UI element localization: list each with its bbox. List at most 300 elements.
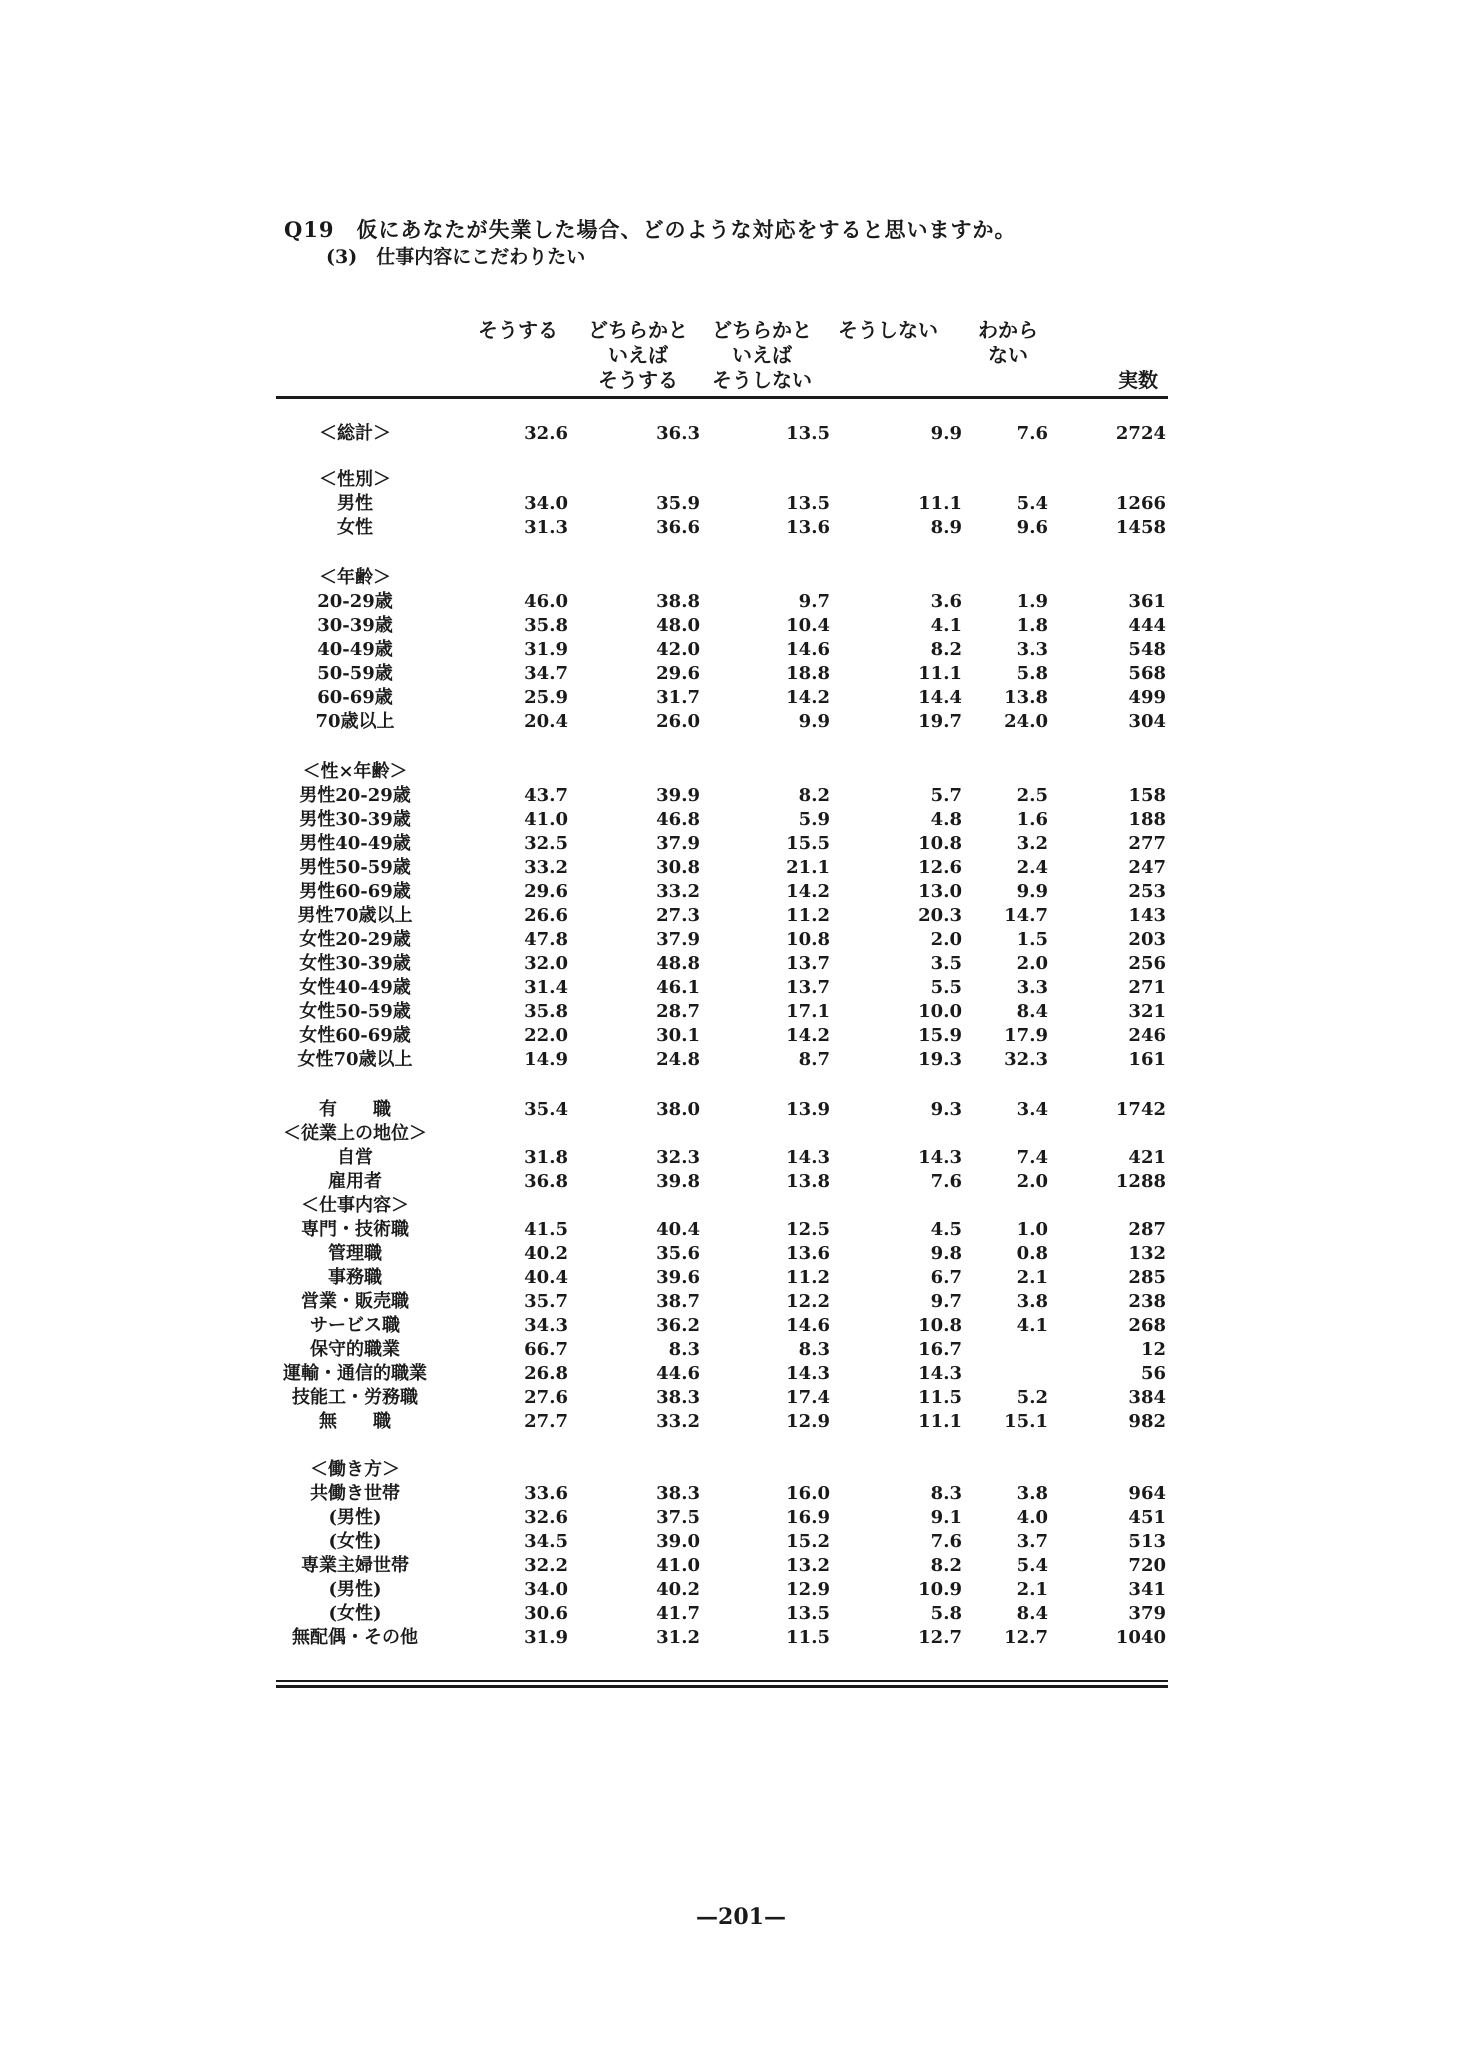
table-cell: 1.5 (1016, 929, 1048, 950)
row-label: ＜仕事内容＞ (301, 1195, 409, 1216)
table-cell: 247 (1128, 857, 1166, 878)
table-cell: 379 (1128, 1603, 1166, 1624)
table-cell: 1266 (1115, 493, 1166, 514)
table-cell: 256 (1128, 953, 1166, 974)
table-cell: 13.2 (786, 1555, 830, 1576)
table-cell: 277 (1128, 833, 1166, 854)
header-sousuru-label: そうする (478, 318, 558, 342)
table-cell: 964 (1128, 1483, 1166, 1504)
table-cell: 361 (1128, 591, 1166, 612)
row-label: 20-29歳 (317, 591, 393, 612)
table-cell: 39.6 (656, 1267, 700, 1288)
table-cell: 1.8 (1016, 615, 1048, 636)
table-cell: 32.6 (524, 1507, 568, 1528)
table-cell: 10.9 (918, 1579, 962, 1600)
table-cell: 29.6 (656, 663, 700, 684)
table-cell: 32.2 (524, 1555, 568, 1576)
table-cell: 15.1 (1004, 1411, 1048, 1432)
table-cell: 10.4 (786, 615, 830, 636)
table-row (0, 1602, 1482, 1626)
table-row (0, 1242, 1482, 1266)
table-cell: 9.1 (930, 1507, 962, 1528)
table-row (0, 1024, 1482, 1048)
table-cell: 24.0 (1004, 711, 1048, 732)
table-cell: 40.4 (656, 1219, 700, 1240)
table-row (0, 1530, 1482, 1554)
table-cell: 26.0 (656, 711, 700, 732)
table-cell: 7.4 (1016, 1147, 1048, 1168)
table-cell: 3.7 (1016, 1531, 1048, 1552)
row-label: ＜性別＞ (319, 469, 391, 490)
table-cell: 9.6 (1016, 517, 1048, 538)
table-cell: 41.0 (656, 1555, 700, 1576)
table-cell: 12.7 (1004, 1627, 1048, 1648)
table-cell: 5.8 (1016, 663, 1048, 684)
table-cell: 15.9 (918, 1025, 962, 1046)
table-cell: 14.6 (786, 639, 830, 660)
table-cell: 321 (1128, 1001, 1166, 1022)
table-cell: 2724 (1115, 423, 1166, 444)
table-cell: 513 (1128, 1531, 1166, 1552)
table-cell: 19.7 (918, 711, 962, 732)
table-row (0, 1290, 1482, 1314)
table-cell: 268 (1128, 1315, 1166, 1336)
table-cell: 444 (1128, 615, 1166, 636)
table-cell: 11.1 (918, 663, 962, 684)
table-cell: 39.8 (656, 1171, 700, 1192)
table-cell: 13.9 (786, 1099, 830, 1120)
row-label: (男性) (328, 1579, 382, 1600)
table-cell: 3.2 (1016, 833, 1048, 854)
table-cell: 2.0 (1016, 1171, 1048, 1192)
table-row (0, 1386, 1482, 1410)
table-cell: 3.5 (930, 953, 962, 974)
table-row (0, 686, 1482, 710)
table-row (0, 880, 1482, 904)
table-cell: 35.8 (524, 615, 568, 636)
table-cell: 14.2 (786, 1025, 830, 1046)
table-cell: 3.4 (1016, 1099, 1048, 1120)
table-cell: 33.6 (524, 1483, 568, 1504)
table-cell: 12 (1140, 1339, 1166, 1360)
table-cell: 15.5 (786, 833, 830, 854)
header-wakaranai-label: わから ない (978, 318, 1038, 367)
table-cell: 12.2 (786, 1291, 830, 1312)
page-number: —201— (696, 1904, 786, 1930)
table-cell: 38.8 (656, 591, 700, 612)
table-cell: 1.0 (1016, 1219, 1048, 1240)
table-cell: 33.2 (656, 1411, 700, 1432)
table-cell: 6.7 (930, 1267, 962, 1288)
table-cell: 1288 (1115, 1171, 1166, 1192)
table-cell: 3.3 (1016, 977, 1048, 998)
row-label: (女性) (328, 1531, 382, 1552)
header-soushinai-label: そうしない (838, 318, 938, 342)
table-row (0, 1458, 1482, 1482)
table-cell: 16.9 (786, 1507, 830, 1528)
table-cell: 5.4 (1016, 1555, 1048, 1576)
table-cell: 31.9 (524, 1627, 568, 1648)
table-cell: 34.3 (524, 1315, 568, 1336)
table-row (0, 516, 1482, 540)
table-cell: 12.7 (918, 1627, 962, 1648)
table-cell: 2.0 (930, 929, 962, 950)
table-cell: 2.0 (1016, 953, 1048, 974)
table-cell: 285 (1128, 1267, 1166, 1288)
question-title: Q19 仮にあなたが失業した場合、どのような対応をすると思いますか。 (284, 217, 1017, 242)
table-cell: 11.2 (786, 905, 830, 926)
table-cell: 13.5 (786, 1603, 830, 1624)
row-label: 70歳以上 (315, 711, 395, 732)
table-cell: 47.8 (524, 929, 568, 950)
table-cell: 8.3 (930, 1483, 962, 1504)
table-row (0, 492, 1482, 516)
table-cell: 11.1 (918, 1411, 962, 1432)
table-row (0, 638, 1482, 662)
table-cell: 19.3 (918, 1049, 962, 1070)
table-cell: 11.1 (918, 493, 962, 514)
table-cell: 14.2 (786, 881, 830, 902)
table-cell: 35.9 (656, 493, 700, 514)
table-cell: 7.6 (1016, 423, 1048, 444)
table-cell: 34.5 (524, 1531, 568, 1552)
table-cell: 14.3 (786, 1147, 830, 1168)
table-cell: 14.9 (524, 1049, 568, 1070)
table-cell: 18.8 (786, 663, 830, 684)
table-cell: 40.2 (524, 1243, 568, 1264)
table-cell: 21.1 (786, 857, 830, 878)
table-row (0, 928, 1482, 952)
row-label: 女性60-69歳 (299, 1025, 411, 1046)
table-cell: 1.6 (1016, 809, 1048, 830)
table-row (0, 952, 1482, 976)
table-cell: 31.4 (524, 977, 568, 998)
table-cell: 3.8 (1016, 1483, 1048, 1504)
table-row (0, 468, 1482, 492)
row-label: 専業主婦世帯 (301, 1555, 409, 1576)
table-cell: 32.0 (524, 953, 568, 974)
row-label: ＜年齢＞ (319, 567, 391, 588)
row-label: 専門・技術職 (301, 1219, 409, 1240)
row-label: 女性20-29歳 (299, 929, 411, 950)
table-cell: 17.9 (1004, 1025, 1048, 1046)
table-cell: 32.3 (1004, 1049, 1048, 1070)
table-cell: 8.2 (930, 639, 962, 660)
table-cell: 37.9 (656, 833, 700, 854)
row-label: 管理職 (328, 1243, 382, 1264)
table-row (0, 1122, 1482, 1146)
table-cell: 9.9 (930, 423, 962, 444)
table-cell: 14.3 (786, 1363, 830, 1384)
table-cell: 8.2 (930, 1555, 962, 1576)
table-cell: 568 (1128, 663, 1166, 684)
row-label: 女性30-39歳 (299, 953, 411, 974)
table-cell: 9.7 (930, 1291, 962, 1312)
table-row (0, 1314, 1482, 1338)
table-cell: 33.2 (524, 857, 568, 878)
table-row (0, 1482, 1482, 1506)
table-cell: 3.3 (1016, 639, 1048, 660)
table-cell: 9.3 (930, 1099, 962, 1120)
table-row (0, 1048, 1482, 1072)
table-cell: 7.6 (930, 1171, 962, 1192)
table-cell: 24.8 (656, 1049, 700, 1070)
table-cell: 720 (1128, 1555, 1166, 1576)
table-cell: 341 (1128, 1579, 1166, 1600)
table-cell: 42.0 (656, 639, 700, 660)
row-label: 女性50-59歳 (299, 1001, 411, 1022)
row-label: 事務職 (328, 1267, 382, 1288)
table-cell: 9.9 (798, 711, 830, 732)
table-row (0, 590, 1482, 614)
table-cell: 26.6 (524, 905, 568, 926)
table-cell: 2.4 (1016, 857, 1048, 878)
table-cell: 26.8 (524, 1363, 568, 1384)
row-label: 男性60-69歳 (299, 881, 411, 902)
table-cell: 421 (1128, 1147, 1166, 1168)
table-cell: 14.4 (918, 687, 962, 708)
table-cell: 2.5 (1016, 785, 1048, 806)
table-cell: 34.7 (524, 663, 568, 684)
table-row (0, 1410, 1482, 1434)
table-cell: 14.7 (1004, 905, 1048, 926)
row-label: 無配偶・その他 (292, 1627, 418, 1648)
table-cell: 12.9 (786, 1411, 830, 1432)
table-cell: 13.6 (786, 517, 830, 538)
table-cell: 10.8 (786, 929, 830, 950)
row-label: 男性40-49歳 (299, 833, 411, 854)
table-cell: 30.8 (656, 857, 700, 878)
table-cell: 14.3 (918, 1363, 962, 1384)
table-row (0, 856, 1482, 880)
table-cell: 10.8 (918, 833, 962, 854)
table-cell: 34.0 (524, 1579, 568, 1600)
row-label: 共働き世帯 (310, 1483, 400, 1504)
table-row (0, 832, 1482, 856)
table-cell: 66.7 (524, 1339, 568, 1360)
table-cell: 37.5 (656, 1507, 700, 1528)
table-row (0, 784, 1482, 808)
table-cell: 32.3 (656, 1147, 700, 1168)
table-cell: 8.3 (798, 1339, 830, 1360)
table-cell: 41.0 (524, 809, 568, 830)
table-cell: 20.4 (524, 711, 568, 732)
table-cell: 46.1 (656, 977, 700, 998)
table-cell: 451 (1128, 1507, 1166, 1528)
row-label: ＜総計＞ (319, 423, 391, 444)
table-row (0, 1266, 1482, 1290)
table-cell: 3.6 (930, 591, 962, 612)
table-row (0, 1000, 1482, 1024)
table-row (0, 1578, 1482, 1602)
table-cell: 36.6 (656, 517, 700, 538)
table-cell: 32.6 (524, 423, 568, 444)
row-label: 40-49歳 (317, 639, 393, 660)
table-cell: 41.7 (656, 1603, 700, 1624)
table-cell: 11.2 (786, 1267, 830, 1288)
table-cell: 188 (1128, 809, 1166, 830)
table-cell: 31.2 (656, 1627, 700, 1648)
table-cell: 1040 (1115, 1627, 1166, 1648)
row-label: 運輸・通信的職業 (283, 1363, 427, 1384)
table-row (0, 566, 1482, 590)
row-label: 60-69歳 (317, 687, 393, 708)
row-label: (男性) (328, 1507, 382, 1528)
table-cell: 27.3 (656, 905, 700, 926)
table-cell: 384 (1128, 1387, 1166, 1408)
table-row (0, 614, 1482, 638)
table-cell: 11.5 (918, 1387, 962, 1408)
table-cell: 7.6 (930, 1531, 962, 1552)
table-row (0, 1338, 1482, 1362)
table-cell: 14.3 (918, 1147, 962, 1168)
table-cell: 38.3 (656, 1387, 700, 1408)
table-cell: 17.4 (786, 1387, 830, 1408)
table-row (0, 760, 1482, 784)
table-cell: 20.3 (918, 905, 962, 926)
table-row (0, 1098, 1482, 1122)
table-cell: 9.7 (798, 591, 830, 612)
row-label: 女性40-49歳 (299, 977, 411, 998)
table-row (0, 422, 1482, 446)
table-cell: 11.5 (786, 1627, 830, 1648)
table-cell: 5.8 (930, 1603, 962, 1624)
table-cell: 4.0 (1016, 1507, 1048, 1528)
table-cell: 27.6 (524, 1387, 568, 1408)
row-label: 無 職 (319, 1411, 391, 1432)
table-cell: 36.8 (524, 1171, 568, 1192)
table-cell: 39.0 (656, 1531, 700, 1552)
table-row (0, 808, 1482, 832)
table-cell: 38.0 (656, 1099, 700, 1120)
table-cell: 10.8 (918, 1315, 962, 1336)
table-cell: 246 (1128, 1025, 1166, 1046)
table-cell: 31.7 (656, 687, 700, 708)
row-label: 女性 (337, 517, 373, 538)
row-label: 保守的職業 (310, 1339, 400, 1360)
table-cell: 238 (1128, 1291, 1166, 1312)
table-cell: 548 (1128, 639, 1166, 660)
table-cell: 2.1 (1016, 1267, 1048, 1288)
row-label: ＜働き方＞ (310, 1459, 400, 1480)
table-cell: 10.0 (918, 1001, 962, 1022)
table-cell: 38.3 (656, 1483, 700, 1504)
table-cell: 14.6 (786, 1315, 830, 1336)
table-cell: 31.8 (524, 1147, 568, 1168)
header-dochiraka-sousuru-label: どちらかと いえば そうする (588, 318, 688, 392)
table-cell: 30.1 (656, 1025, 700, 1046)
table-cell: 8.9 (930, 517, 962, 538)
table-cell: 982 (1128, 1411, 1166, 1432)
table-cell: 1742 (1115, 1099, 1166, 1120)
table-row (0, 1554, 1482, 1578)
table-cell: 9.8 (930, 1243, 962, 1264)
table-cell: 2.1 (1016, 1579, 1048, 1600)
table-cell: 16.0 (786, 1483, 830, 1504)
table-cell: 35.6 (656, 1243, 700, 1264)
table-cell: 13.5 (786, 423, 830, 444)
table-cell: 143 (1128, 905, 1166, 926)
table-cell: 1.9 (1016, 591, 1048, 612)
row-label: 雇用者 (328, 1171, 382, 1192)
table-row (0, 1218, 1482, 1242)
row-label: 男性50-59歳 (299, 857, 411, 878)
table-cell: 271 (1128, 977, 1166, 998)
table-cell: 4.1 (930, 615, 962, 636)
table-cell: 0.8 (1016, 1243, 1048, 1264)
question-subtitle: (3) 仕事内容にこだわりたい (326, 246, 586, 268)
table-cell: 253 (1128, 881, 1166, 902)
table-cell: 3.8 (1016, 1291, 1048, 1312)
row-label: 男性 (337, 493, 373, 514)
table-cell: 31.3 (524, 517, 568, 538)
table-cell: 13.7 (786, 953, 830, 974)
table-row (0, 1506, 1482, 1530)
table-cell: 12.6 (918, 857, 962, 878)
row-label: 技能工・労務職 (292, 1387, 418, 1408)
header-dochiraka-soushinai-label: どちらかと いえば そうしない (712, 318, 812, 392)
table-row (0, 1194, 1482, 1218)
table-cell: 34.0 (524, 493, 568, 514)
table-cell: 5.4 (1016, 493, 1048, 514)
table-cell: 13.8 (786, 1171, 830, 1192)
table-cell: 48.0 (656, 615, 700, 636)
table-cell: 36.3 (656, 423, 700, 444)
table-row (0, 1362, 1482, 1386)
table-cell: 13.7 (786, 977, 830, 998)
table-cell: 28.7 (656, 1001, 700, 1022)
table-cell: 4.1 (1016, 1315, 1048, 1336)
table-cell: 37.9 (656, 929, 700, 950)
table-bottom-rule-double (276, 1685, 1168, 1688)
row-label: 男性30-39歳 (299, 809, 411, 830)
row-label: 50-59歳 (317, 663, 393, 684)
table-cell: 25.9 (524, 687, 568, 708)
table-cell: 13.5 (786, 493, 830, 514)
table-bottom-rule (276, 1680, 1168, 1682)
table-cell: 5.5 (930, 977, 962, 998)
table-cell: 12.9 (786, 1579, 830, 1600)
table-cell: 43.7 (524, 785, 568, 806)
table-cell: 36.2 (656, 1315, 700, 1336)
table-cell: 203 (1128, 929, 1166, 950)
table-cell: 13.6 (786, 1243, 830, 1264)
table-cell: 39.9 (656, 785, 700, 806)
table-cell: 499 (1128, 687, 1166, 708)
row-label: ＜従業上の地位＞ (283, 1123, 427, 1144)
table-cell: 46.0 (524, 591, 568, 612)
table-cell: 9.9 (1016, 881, 1048, 902)
table-row (0, 1170, 1482, 1194)
table-row (0, 976, 1482, 1000)
row-label: ＜性×年齢＞ (302, 761, 408, 782)
table-cell: 13.8 (1004, 687, 1048, 708)
row-label: 30-39歳 (317, 615, 393, 636)
table-cell: 29.6 (524, 881, 568, 902)
table-cell: 12.5 (786, 1219, 830, 1240)
row-label: 有 職 (319, 1099, 391, 1120)
table-cell: 8.4 (1016, 1603, 1048, 1624)
table-cell: 4.8 (930, 809, 962, 830)
table-row (0, 1626, 1482, 1650)
row-label: 男性20-29歳 (299, 785, 411, 806)
table-row (0, 904, 1482, 928)
table-cell: 161 (1128, 1049, 1166, 1070)
table-cell: 38.7 (656, 1291, 700, 1312)
table-cell: 31.9 (524, 639, 568, 660)
table-cell: 33.2 (656, 881, 700, 902)
table-cell: 4.5 (930, 1219, 962, 1240)
